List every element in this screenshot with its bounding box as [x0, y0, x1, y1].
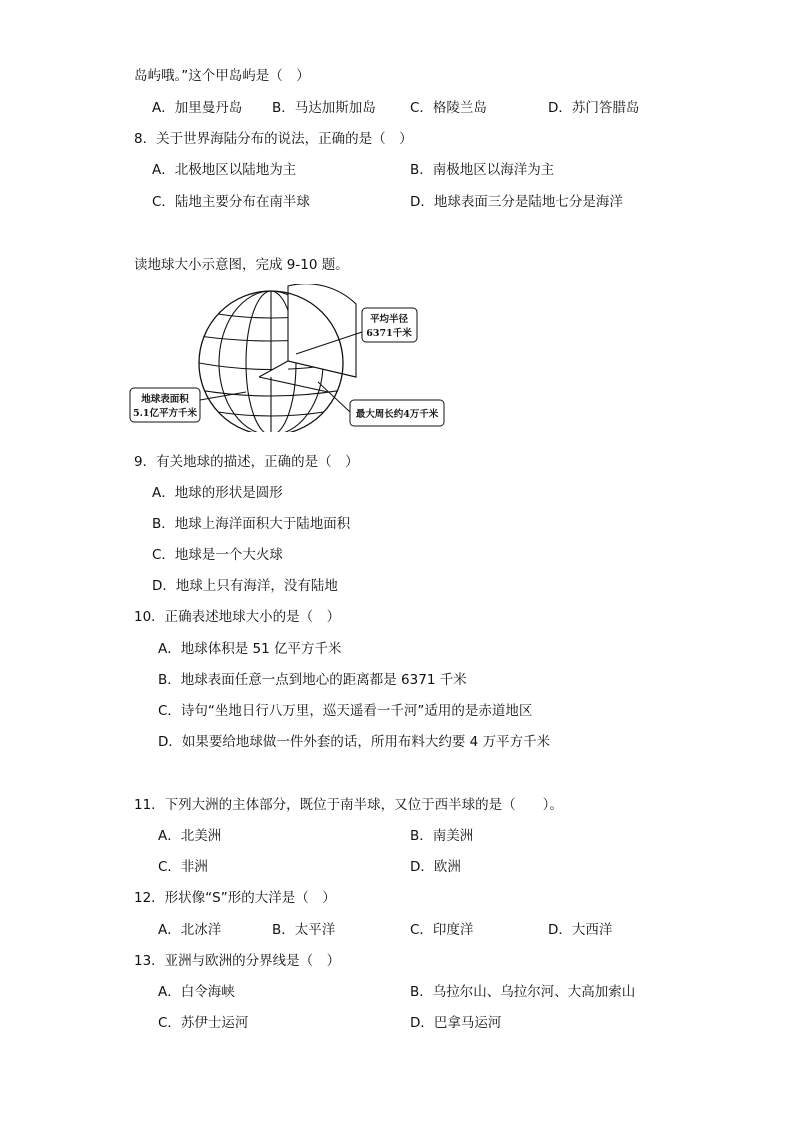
q7-option-a[interactable]: A．加里曼丹岛 [152, 100, 243, 116]
q8-option-b[interactable]: B．南极地区以海洋为主 [410, 162, 555, 178]
q9-option-a[interactable]: A．地球的形状是圆形 [152, 485, 283, 501]
q9-option-d[interactable]: D．地球上只有海洋，没有陆地 [152, 578, 338, 594]
q11-stem: 11．下列大洲的主体部分，既位于南半球，又位于西半球的是（ ）。 [134, 797, 563, 813]
q8-option-d[interactable]: D．地球表面三分是陆地七分是海洋 [410, 194, 623, 210]
q12-option-d[interactable]: D．大西洋 [548, 922, 613, 938]
q12-option-c[interactable]: C．印度洋 [410, 922, 474, 938]
label-area-line1: 地球表面积 [141, 394, 189, 405]
label-area-line2: 5.1亿平方千米 [132, 408, 198, 419]
q10-option-d[interactable]: D．如果要给地球做一件外套的话，所用布料大约要 4 万平方千米 [158, 734, 551, 750]
q10-option-c[interactable]: C．诗句“坐地日行八万里，巡天遥看一千河”适用的是赤道地区 [158, 703, 533, 719]
q8-stem: 8．关于世界海陆分布的说法，正确的是（ ） [134, 131, 413, 147]
q7-option-c[interactable]: C．格陵兰岛 [410, 100, 487, 116]
q9-stem: 9．有关地球的描述，正确的是（ ） [134, 454, 359, 470]
figure-intro: 读地球大小示意图，完成 9-10 题。 [134, 257, 349, 273]
q10-option-b[interactable]: B．地球表面任意一点到地心的距离都是 6371 千米 [158, 672, 467, 688]
q12-option-a[interactable]: A．北冰洋 [158, 922, 222, 938]
label-radius-line2: 6371千米 [366, 328, 412, 339]
q12-option-b[interactable]: B．太平洋 [272, 922, 336, 938]
q8-option-a[interactable]: A．北极地区以陆地为主 [152, 162, 297, 178]
q7-option-b[interactable]: B．马达加斯加岛 [272, 100, 376, 116]
earth-size-diagram [128, 284, 446, 432]
q13-option-c[interactable]: C．苏伊士运河 [158, 1015, 249, 1031]
q10-stem: 10．正确表述地球大小的是（ ） [134, 609, 341, 625]
label-radius-line1: 平均半径 [369, 314, 409, 325]
q11-option-a[interactable]: A．北美洲 [158, 828, 222, 844]
q11-option-d[interactable]: D．欧洲 [410, 859, 461, 875]
q13-stem: 13．亚洲与欧洲的分界线是（ ） [134, 953, 341, 969]
q13-option-d[interactable]: D．巴拿马运河 [410, 1015, 502, 1031]
q9-option-c[interactable]: C．地球是一个大火球 [152, 547, 283, 563]
q7-option-d[interactable]: D．苏门答腊岛 [548, 100, 640, 116]
q11-option-b[interactable]: B．南美洲 [410, 828, 474, 844]
q11-option-c[interactable]: C．非洲 [158, 859, 208, 875]
q12-stem: 12．形状像“S”形的大洋是（ ） [134, 890, 336, 906]
q10-option-a[interactable]: A．地球体积是 51 亿平方千米 [158, 641, 342, 657]
q9-option-b[interactable]: B．地球上海洋面积大于陆地面积 [152, 516, 351, 532]
q7-stem-tail: 岛屿哦。”这个甲岛屿是（ ） [134, 68, 310, 84]
q13-option-b[interactable]: B．乌拉尔山、乌拉尔河、大高加索山 [410, 984, 636, 1000]
q8-option-c[interactable]: C．陆地主要分布在南半球 [152, 194, 310, 210]
q13-option-a[interactable]: A．白令海峡 [158, 984, 235, 1000]
label-circumference: 最大周长约4万千米 [355, 409, 439, 420]
